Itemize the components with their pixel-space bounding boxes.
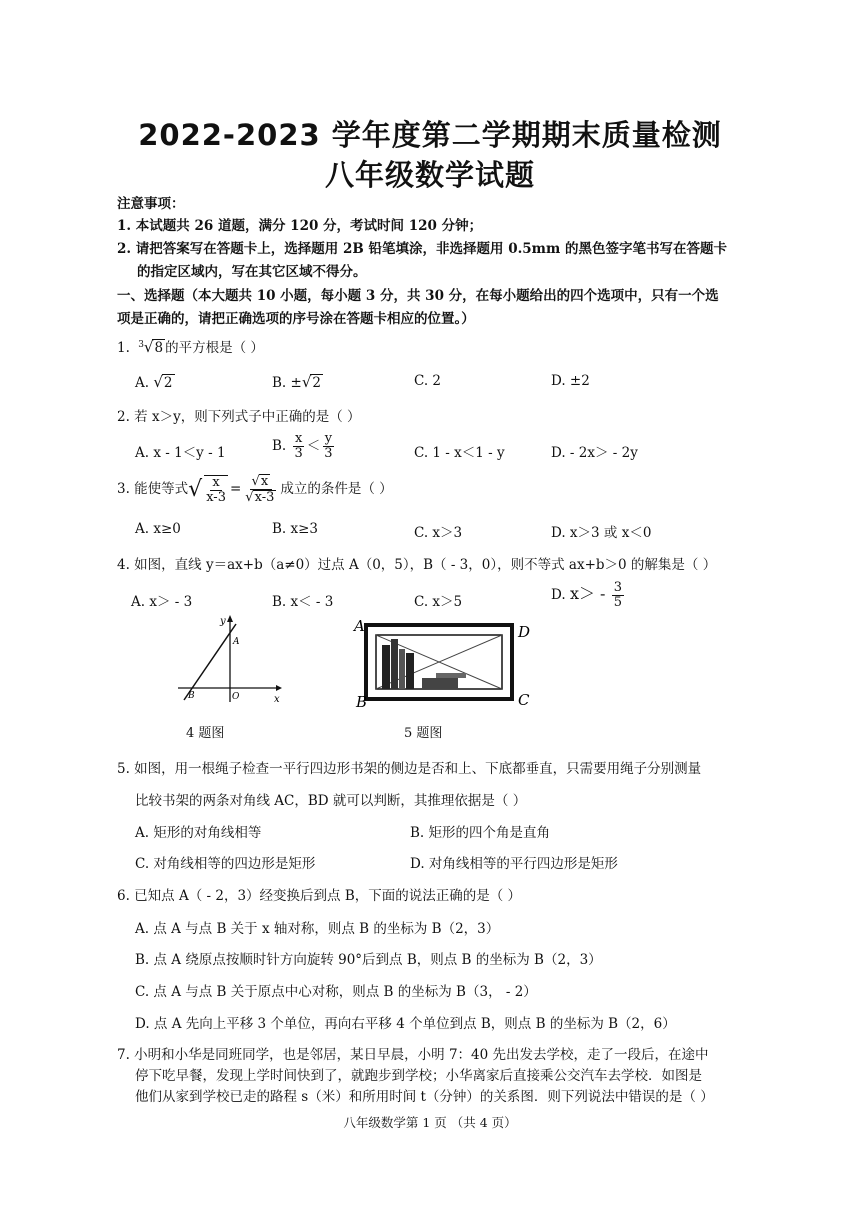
figure-4-caption: 4 题图 <box>186 726 225 741</box>
radicand: 8 <box>154 340 164 356</box>
question-6-option-c: C. 点 A 与点 B 关于原点中心对称，则点 B 的坐标为 B（3， - 2） <box>135 984 537 1000</box>
exam-title-line2: 八年级数学试题 <box>324 158 535 192</box>
radical-sign: √ <box>188 477 203 502</box>
radicand: 2 <box>312 375 321 391</box>
book-lying <box>436 673 466 678</box>
question-2-option-a: A. x - 1＜y - 1 <box>135 445 226 461</box>
figure-5-bookshelf <box>352 615 542 710</box>
question-6-stem: 6. 已知点 A（ - 2，3）经变换后到点 B，下面的说法正确的是（ ） <box>117 888 522 904</box>
x-axis-label: x <box>274 694 280 704</box>
section1-heading-line2: 项是正确的，请把正确选项的序号涂在答题卡相应的位置。） <box>117 311 475 327</box>
corner-b-label: B <box>356 693 368 710</box>
corner-d-label: D <box>518 623 531 641</box>
question-5-option-b: B. 矩形的四个角是直角 <box>410 825 551 841</box>
point-b-label: B <box>188 691 195 701</box>
option-label: B. <box>272 375 287 391</box>
radical-sign: √ <box>143 338 154 356</box>
figure-4-graph <box>172 612 284 704</box>
question-1-suffix: 的平方根是（ ） <box>165 340 264 356</box>
question-1-option-a <box>135 373 175 391</box>
notes-item-1: 1. 本试题共 26 道题，满分 120 分，考试时间 120 分钟； <box>117 218 483 234</box>
question-1-stem <box>117 336 264 356</box>
question-7-stem-line1: 7. 小明和小华是同班同学，也是邻居，某日早晨，小明 7：40 先出发去学校，走了一段后，在途中 <box>117 1047 709 1063</box>
fraction: $\frac{y}{3}$ <box>324 431 333 461</box>
question-5-option-d: D. 对角线相等的平行四边形是矩形 <box>410 856 618 872</box>
question-4-stem: 4. 如图，直线 y＝ax+b（a≠0）过点 A（0，5），B（ - 3，0），则不等式 ax+b＞0 的解集是（ ） <box>117 557 717 573</box>
notes-item-2-line2: 的指定区域内，写在其它区域不得分。 <box>137 264 367 280</box>
question-2-option-d: D. - 2x＞ - 2y <box>551 445 638 461</box>
page-footer: 八年级数学第 1 页 （共 4 页） <box>343 1115 517 1130</box>
fraction: $\frac{x}{3}$ <box>294 431 303 461</box>
plus-minus: ± <box>290 375 302 391</box>
operator: ＜ <box>306 438 321 454</box>
radicand: 2 <box>163 375 173 391</box>
option-label: A. <box>135 375 150 391</box>
figure-5-caption: 5 题图 <box>404 726 443 741</box>
question-2-option-b <box>272 432 337 461</box>
question-3-option-b: B. x≥3 <box>272 521 319 537</box>
option-label: D. <box>551 587 566 603</box>
book <box>382 645 390 689</box>
book <box>406 653 414 689</box>
radical-sign: √ <box>153 373 163 391</box>
question-5-stem-line2: 比较书架的两条对角线 AC，BD 就可以判断，其推理依据是（ ） <box>135 793 527 809</box>
book-lying <box>422 678 458 689</box>
inequality: x＞ - <box>569 584 606 603</box>
question-3-option-a: A. x≥0 <box>135 521 181 537</box>
question-3-stem <box>117 474 393 505</box>
fraction: $\frac{3}{5}$ <box>613 580 623 610</box>
option-label: B. <box>272 438 287 454</box>
question-number: 1. <box>117 340 130 356</box>
question-3-option-c: C. x＞3 <box>414 525 463 541</box>
question-6-option-a: A. 点 A 与点 B 关于 x 轴对称，则点 B 的坐标为 B（2，3） <box>135 921 500 937</box>
section1-heading-line1: 一、选择题（本大题共 10 小题，每小题 3 分，共 30 分，在每小题给出的四个选项中，只有一个选 <box>117 288 719 304</box>
question-5-option-c: C. 对角线相等的四边形是矩形 <box>135 856 316 872</box>
root-index: 3 <box>138 339 144 350</box>
notes-item-2-line1: 2. 请把答案写在答题卡上，选择题用 2B 铅笔填涂，非选择题用 0.5mm 的黑色签字笔书写在答题卡 <box>117 241 727 257</box>
book <box>399 649 405 689</box>
question-3-option-d: D. x＞3 或 x＜0 <box>551 525 652 541</box>
question-1-option-d: D. ±2 <box>551 373 590 389</box>
y-axis-arrow <box>227 615 233 622</box>
exam-title-line1: 2022-2023 学年度第二学期期末质量检测 <box>138 118 722 152</box>
question-7-stem-line2: 停下吃早餐，发现上学时间快到了，就跑步到学校；小华离家后直接乘公交汽车去学校．如图是 <box>135 1068 702 1084</box>
corner-c-label: C <box>518 691 530 709</box>
fraction: $\frac{√x}{√x-3}$ <box>245 474 275 505</box>
radical-sign: √ <box>301 373 312 391</box>
question-2-stem: 2. 若 x＞y，则下列式子中正确的是（ ） <box>117 409 361 425</box>
question-5-stem-line1: 5. 如图，用一根绳子检查一平行四边形书架的侧边是否和上、下底都垂直，只需要用绳子分别测量 <box>117 761 702 777</box>
book <box>391 639 398 689</box>
y-axis-label: y <box>220 616 226 627</box>
question-1-option-c: C. 2 <box>414 373 442 389</box>
question-6-option-d: D. 点 A 先向上平移 3 个单位，再向右平移 4 个单位到点 B，则点 B 的坐标为 B（2，6） <box>135 1016 676 1032</box>
question-4-option-a: A. x＞ - 3 <box>131 594 193 610</box>
question-1-option-b <box>272 373 323 391</box>
corner-a-label: A <box>354 617 365 635</box>
question-4-option-d <box>551 581 626 610</box>
operator: = <box>229 481 242 497</box>
notes-heading: 注意事项： <box>117 196 185 212</box>
origin-label: O <box>232 692 240 702</box>
question-7-stem-line3: 他们从家到学校已走的路程 s（米）和所用时间 t（分钟）的关系图．则下列说法中错误的是（ ） <box>135 1089 714 1105</box>
point-a-label: A <box>233 637 240 647</box>
question-2-option-c: C. 1 - x＜1 - y <box>414 445 505 461</box>
x-axis-arrow <box>276 685 282 691</box>
question-3-prefix: 3. 能使等式 <box>117 481 189 497</box>
question-3-suffix: 成立的条件是（ ） <box>280 481 393 497</box>
question-4-option-c: C. x＞5 <box>414 594 463 610</box>
question-5-option-a: A. 矩形的对角线相等 <box>135 825 262 841</box>
question-4-option-b: B. x＜ - 3 <box>272 594 334 610</box>
question-6-option-b: B. 点 A 绕原点按顺时针方向旋转 90°后到点 B，则点 B 的坐标为 B（2，3） <box>135 952 602 968</box>
fraction: $\frac{x}{x-3}$ <box>206 474 226 505</box>
